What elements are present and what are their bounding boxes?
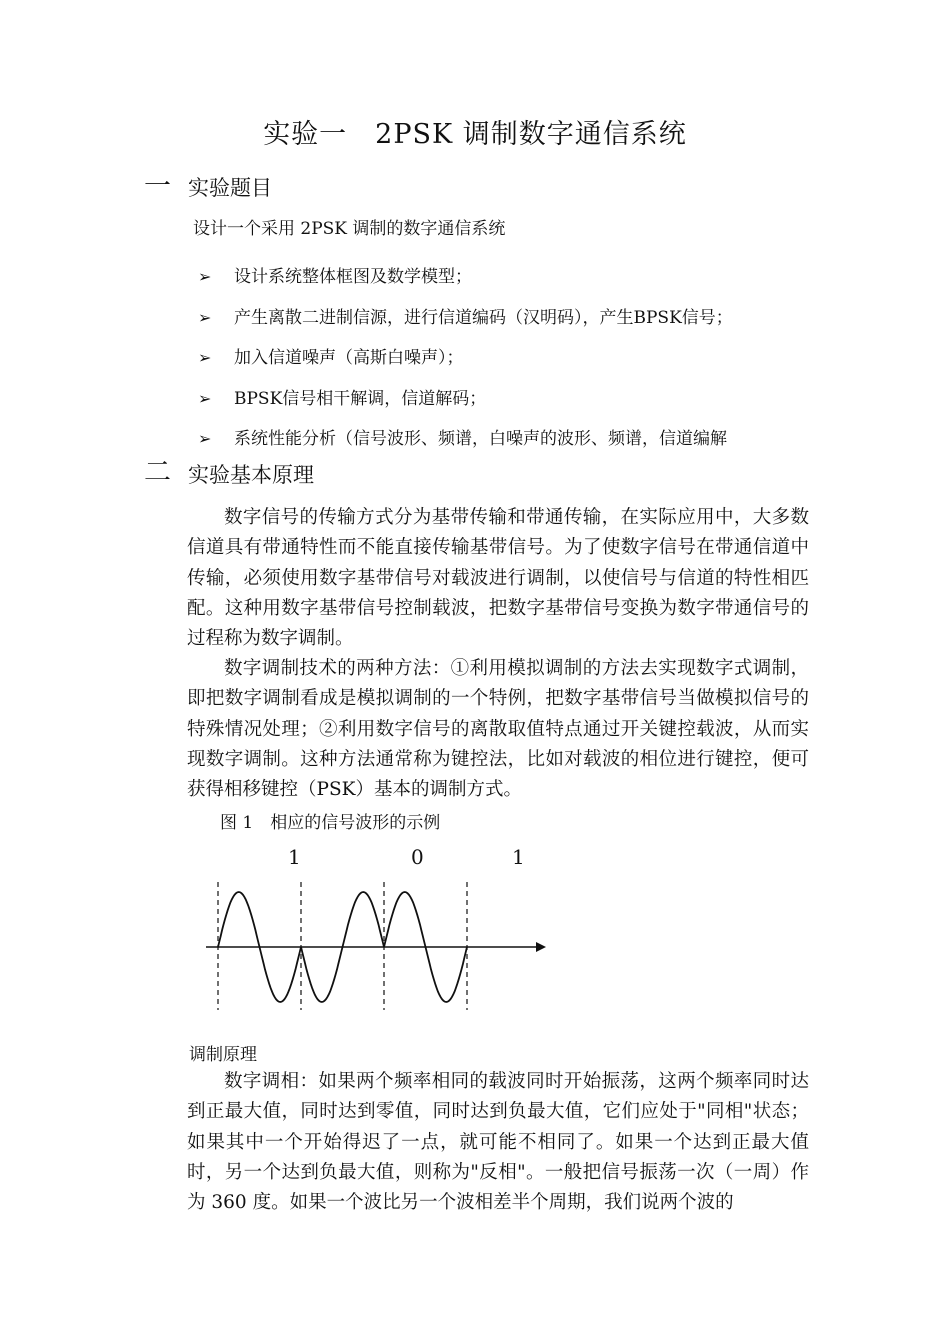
section-1-number: 一 [144, 171, 171, 202]
bit-label: 0 [411, 845, 424, 869]
list-item-text: 产生离散二进制信源，进行信道编码（汉明码），产生BPSK信号； [234, 307, 733, 328]
bit-label: 1 [512, 845, 525, 869]
document-title: 实验一 2PSK 调制数字通信系统 [263, 119, 687, 150]
list-item-text: BPSK信号相干解调，信道解码； [234, 388, 487, 409]
arrow-bullet-icon: ➢ [198, 388, 212, 408]
list-item [198, 303, 733, 344]
arrow-bullet-icon: ➢ [198, 348, 212, 367]
list-item-text: 加入信道噪声（高斯白噪声）； [234, 348, 464, 368]
arrow-bullet-icon: ➢ [198, 267, 212, 286]
subheading-modulation-principle: 调制原理 [189, 1045, 257, 1065]
requirements-list [198, 262, 733, 465]
list-item [198, 384, 733, 425]
paragraph-modulation-methods: 数字调制技术的两种方法：①利用模拟调制的方法去实现数字式调制，即把数字调制看成是模拟调制的一个特例，把数字基带信号当做模拟信号的特殊情况处理；②利用数字信号的离散取值特点通过开关键控载波，从而实现数字调制。这种方法通常称为键控法，比如对载波的相位进行键控，便可获得相移键控（PSK）基本的调制方式。 [187, 658, 809, 801]
list-item [198, 262, 733, 303]
paragraph-digital-transmission: 数字信号的传输方式分为基带传输和带通传输，在实际应用中，大多数信道具有带通特性而不能直接传输基带信号。为了使数字信号在带通信道中传输，必须使用数字基带信号对载波进行调制，以使信号与信道的特性相匹配。这种用数字基带信号控制载波，把数字基带信号变换为数字带通信号的过程称为数字调制。 [187, 507, 809, 650]
intro-text: 设计一个采用 2PSK 调制的数字通信系统 [193, 219, 506, 239]
arrow-bullet-icon: ➢ [198, 307, 212, 327]
list-item-text: 设计系统整体框图及数学模型； [234, 267, 472, 287]
figure-caption: 图 1 相应的信号波形的示例 [220, 813, 441, 833]
bit-label: 1 [288, 845, 301, 869]
list-item [198, 343, 733, 384]
paragraph-phase-modulation: 数字调相：如果两个频率相同的载波同时开始振荡，这两个频率同时达到正最大值，同时达到零值，同时达到负最大值，它们应处于"同相"状态；如果其中一个开始得迟了一点，就可能不相同了。如果一个达到正最大值时，另一个达到负最大值，则称为"反相"。一般把信号振荡一次（一周）作为 360 度。如果一个波比另一个波相差半个周期，我们说两个波的 [187, 1071, 809, 1214]
section-2-title: 实验基本原理 [188, 463, 314, 487]
section-2-number: 二 [144, 457, 171, 488]
list-item-text: 系统性能分析（信号波形、频谱，白噪声的波形、频谱，信道编解 [234, 429, 727, 449]
axis-arrow-icon [536, 942, 546, 952]
psk-waveform-figure [200, 878, 560, 1020]
arrow-bullet-icon: ➢ [198, 429, 212, 448]
section-1-title: 实验题目 [188, 176, 272, 200]
